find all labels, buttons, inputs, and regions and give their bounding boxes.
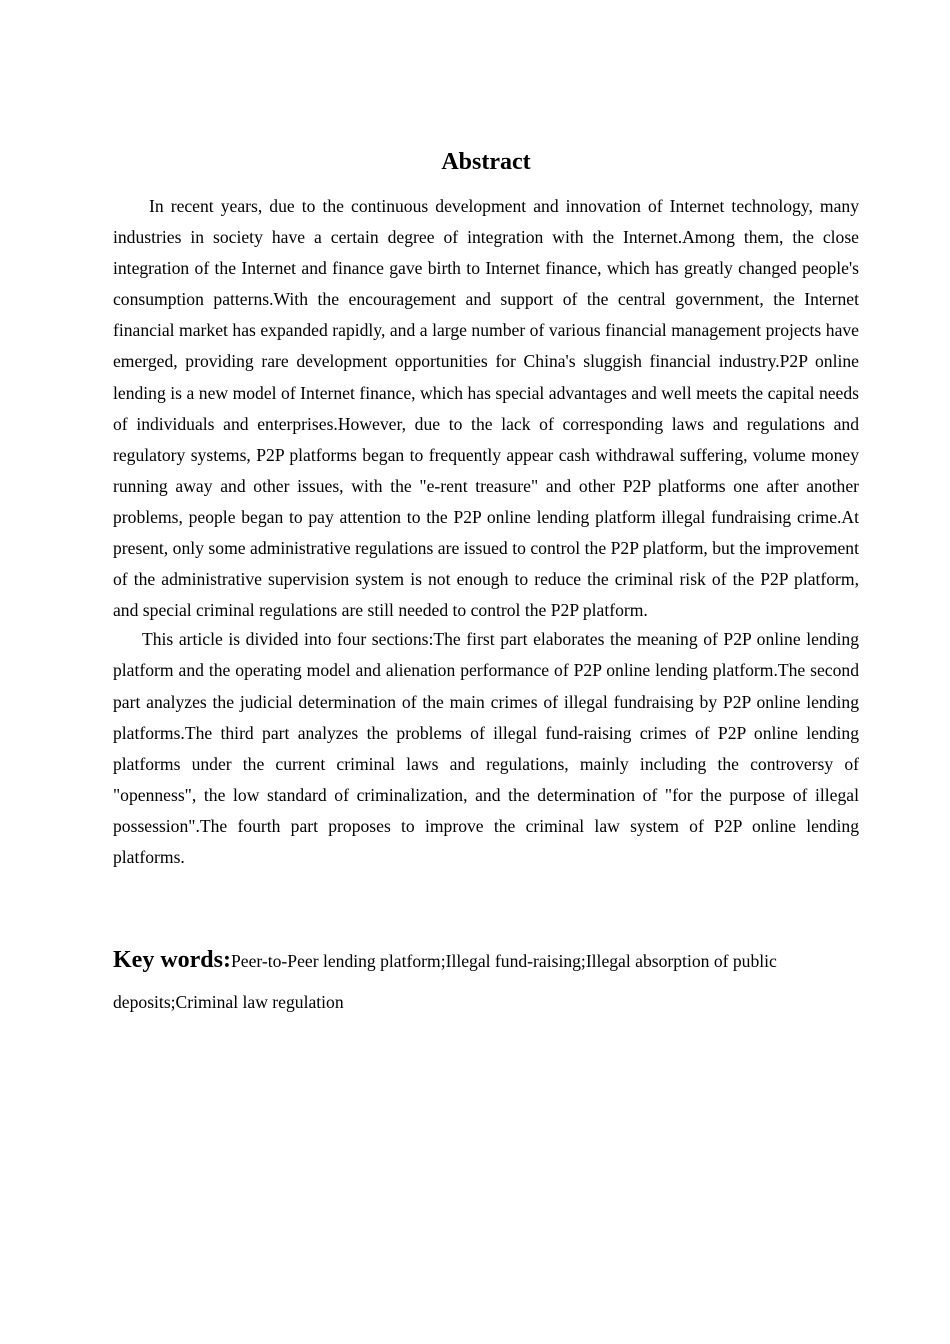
keywords-label: Key words:: [113, 947, 231, 973]
abstract-paragraph-2: This article is divided into four sections:The first part elaborates the meaning of P2P online lending platform and the operating model and alienation performance of P2P online lending platform.The second part analyzes the judicial determination of the main crimes of illegal fundraising by P2P online lending platforms.The third part analyzes the problems of illegal fund-raising crimes of P2P online lending platforms under the current criminal laws and regulations, mainly including the controversy of "openness", the low standard of criminalization, and the determination of "for the purpose of illegal possession".The fourth part proposes to improve the criminal law system of P2P online lending platforms.: [113, 629, 859, 867]
keywords-text: Peer-to-Peer lending platform;Illegal fund-raising;Illegal absorption of public deposits;Criminal law regulation: [113, 951, 777, 1012]
abstract-body: [113, 191, 859, 873]
abstract-paragraph-1: In recent years, due to the continuous development and innovation of Internet technology, many industries in society have a certain degree of integration with the Internet.Among them, the close integration of the Internet and finance gave birth to Internet finance, which has greatly changed people's consumption patterns.With the encouragement and support of the central government, the Internet financial market has expanded rapidly, and a large number of various financial management projects have emerged, providing rare development opportunities for China's sluggish financial industry.P2P online lending is a new model of Internet finance, which has special advantages and well meets the capital needs of individuals and enterprises.However, due to the lack of corresponding laws and regulations and regulatory systems, P2P platforms began to frequently appear cash withdrawal suffering, volume money running away and other issues, with the "e-rent treasure" and other P2P platforms one after another problems, people began to pay attention to the P2P online lending platform illegal fundraising crime.At present, only some administrative regulations are issued to control the P2P platform, but the improvement of the administrative supervision system is not enough to reduce the criminal risk of the P2P platform, and special criminal regulations are still needed to control the P2P platform.: [113, 196, 859, 621]
abstract-title: Abstract: [441, 149, 531, 175]
keywords-line: [113, 940, 859, 1023]
